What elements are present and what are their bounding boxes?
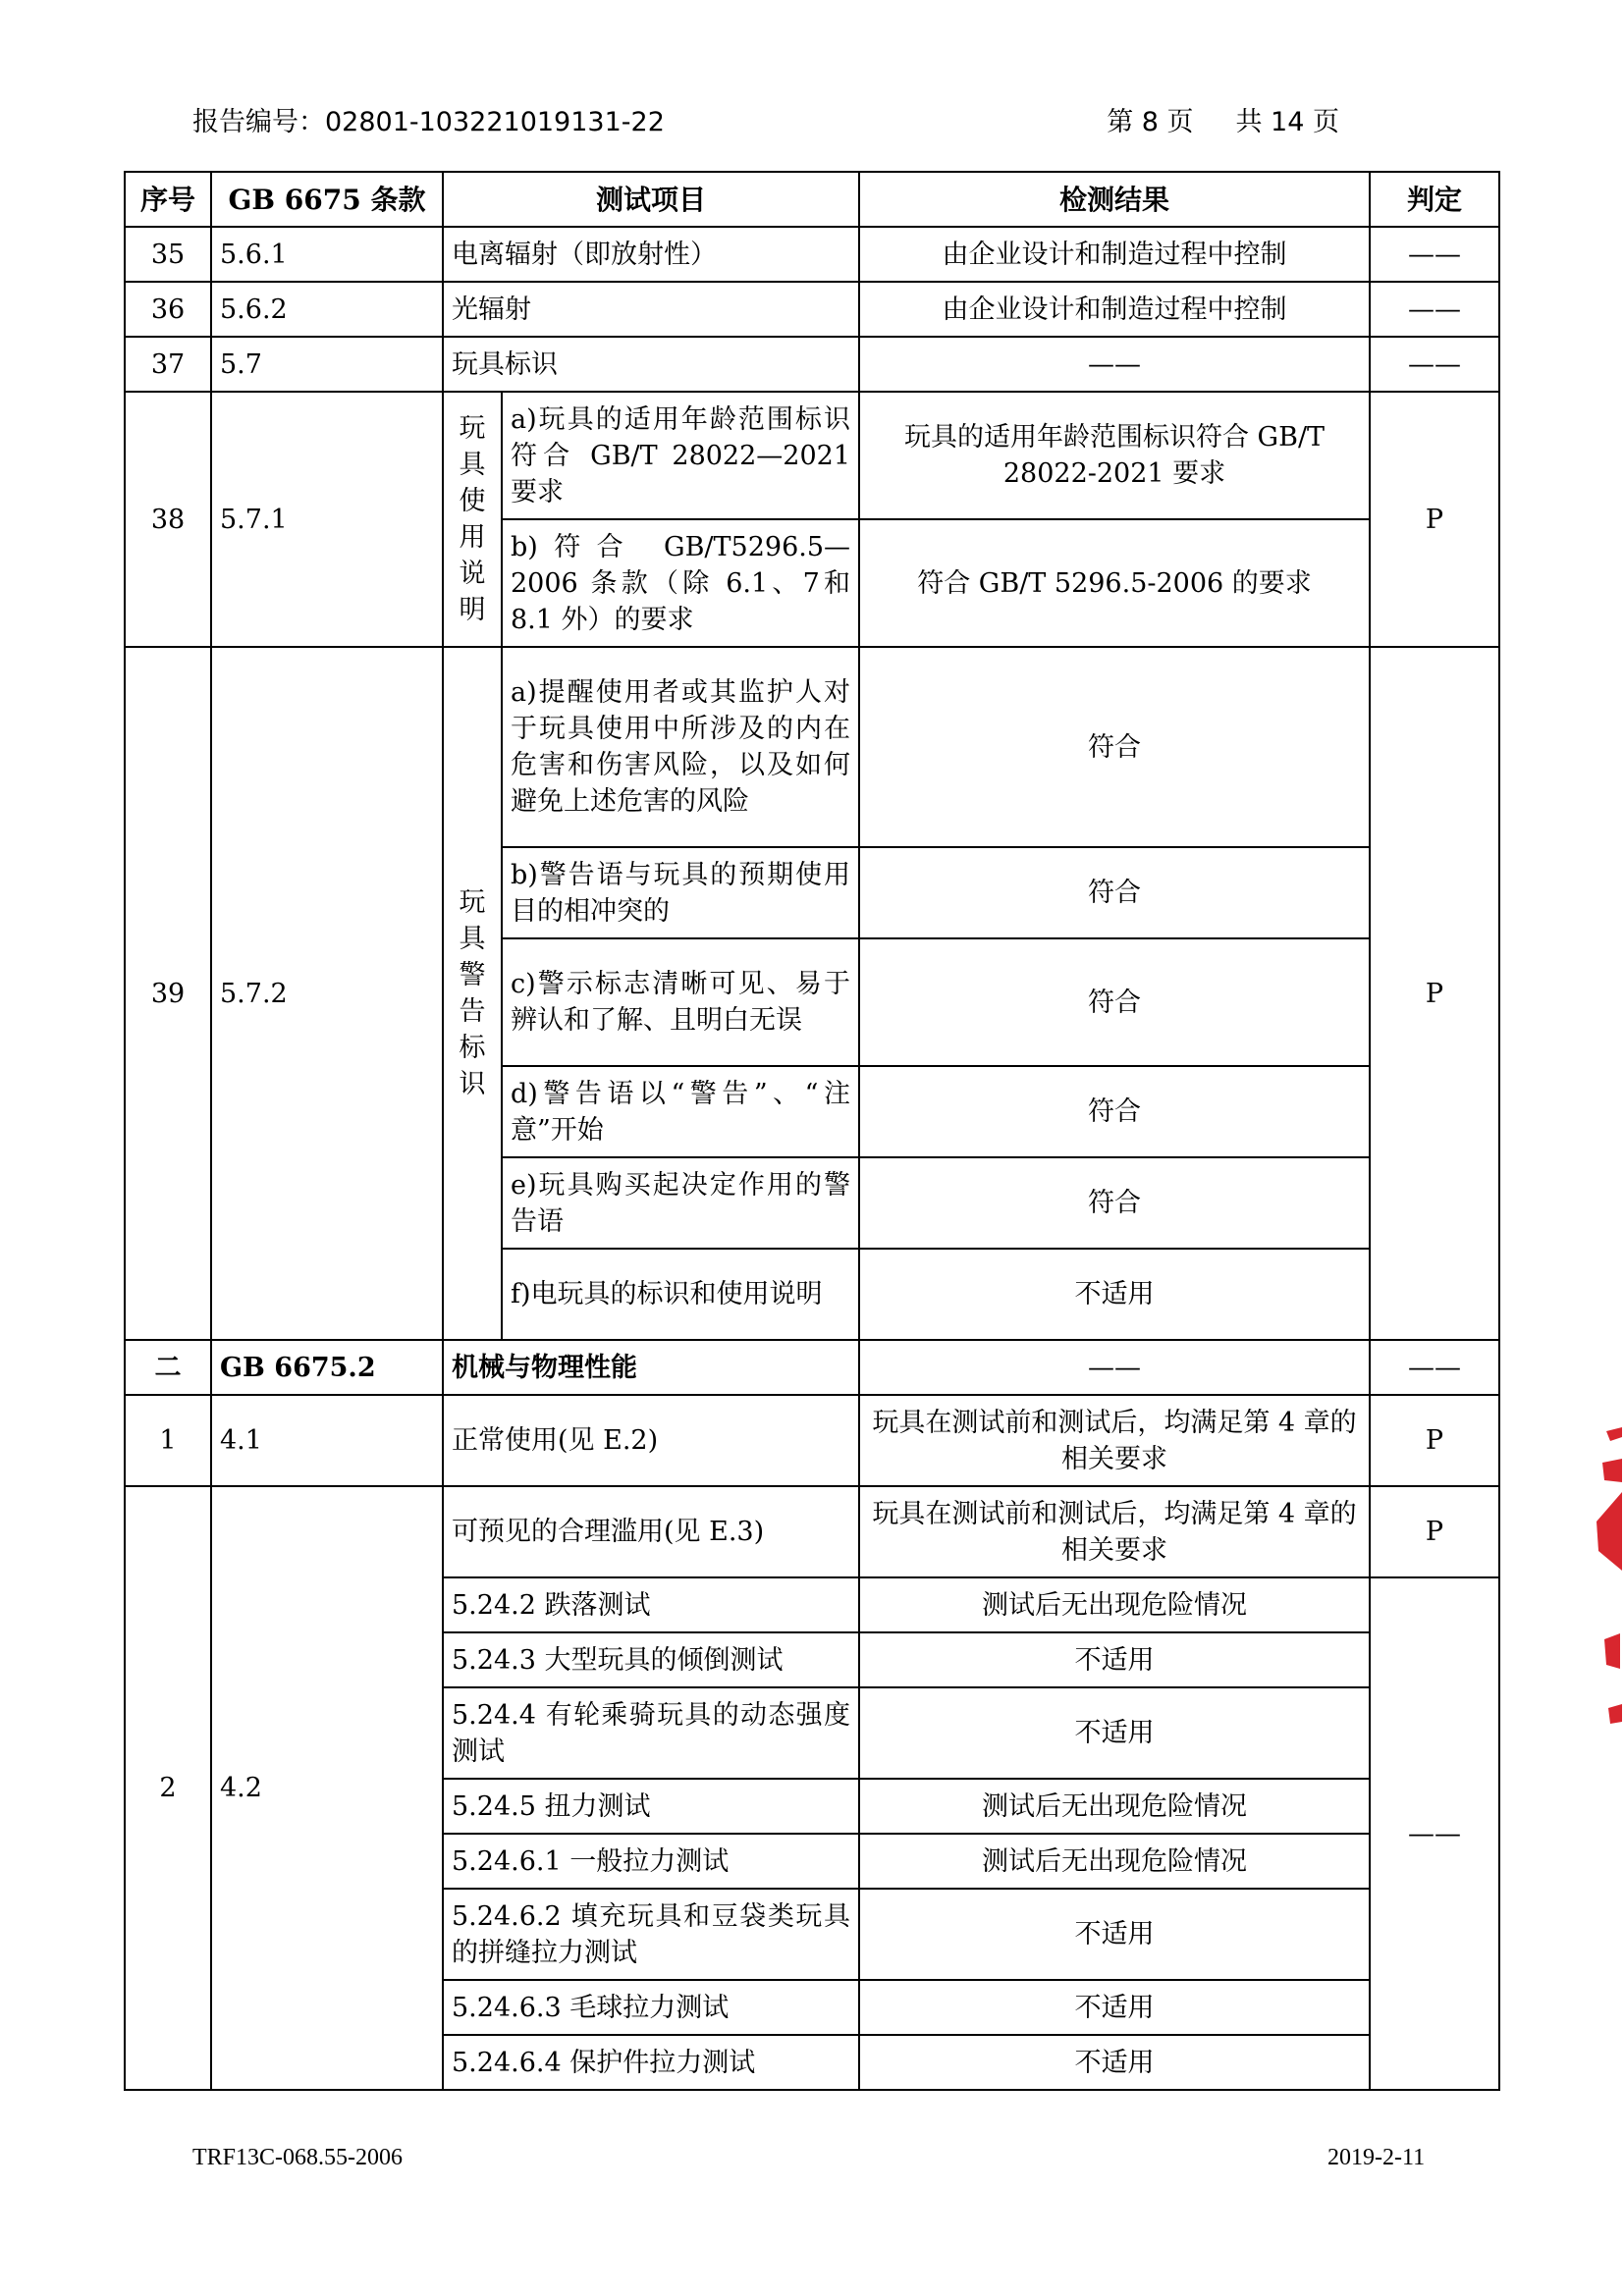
section-row [125,1340,1499,1395]
row-result: 符合 GB/T 5296.5-2006 的要求 [859,519,1370,647]
row-result: 玩具的适用年龄范围标识符合 GB/T 28022-2021 要求 [859,392,1370,519]
row-result: 不适用 [859,1889,1370,1980]
row-clause: 5.7.2 [211,647,443,1340]
row-result: 符合 [859,938,1370,1066]
row-item: d)警告语以“警告”、“注意”开始 [502,1066,859,1157]
section-clause: GB 6675.2 [211,1340,443,1395]
report-number-label: 报告编号： [192,107,325,137]
table-row [125,647,1499,847]
section-result: —— [859,1340,1370,1395]
row-result: 测试后无出现危险情况 [859,1779,1370,1834]
row-verdict: —— [1370,282,1499,337]
row-item: 正常使用(见 E.2) [443,1395,859,1486]
header-no: 序号 [125,172,211,227]
row-result: 不适用 [859,1632,1370,1687]
page-number: 第 8 页 [1107,107,1194,137]
row-group-text: 玩具使用说明 [459,413,486,625]
table-row [125,282,1499,337]
table-row [125,1486,1499,1577]
row-item: 5.24.6.2 填充玩具和豆袋类玩具的拼缝拉力测试 [443,1889,859,1980]
report-number-value: 02801-103221019131-22 [325,107,665,137]
row-no: 35 [125,227,211,282]
row-clause: 5.6.1 [211,227,443,282]
row-result: 不适用 [859,1980,1370,2035]
row-no: 1 [125,1395,211,1486]
row-verdict: P [1370,647,1499,1340]
row-result: —— [859,337,1370,392]
footer-date: 2019-2-11 [1327,2145,1426,2170]
row-result: 由企业设计和制造过程中控制 [859,282,1370,337]
page-total: 共 14 页 [1235,107,1339,137]
row-item: b)符合 GB/T5296.5—2006 条款（除 6.1、7和 8.1 外）的要求 [502,519,859,647]
row-item: 可预见的合理滥用(见 E.3) [443,1486,859,1577]
row-item: 电离辐射（即放射性） [443,227,859,282]
row-result: 符合 [859,1066,1370,1157]
row-result: 玩具在测试前和测试后，均满足第 4 章的相关要求 [859,1486,1370,1577]
row-item: 5.24.6.4 保护件拉力测试 [443,2035,859,2090]
test-results-table [124,171,1500,2091]
row-group-text: 玩具警告标识 [459,887,486,1099]
row-item: c)警示标志清晰可见、易于辨认和了解、且明白无误 [502,938,859,1066]
report-number [192,100,665,138]
stamp-fragment [1604,1633,1620,1669]
stamp-fragment [1606,1427,1622,1441]
row-item: b)警告语与玩具的预期使用目的相冲突的 [502,847,859,938]
row-item: 5.24.6.3 毛球拉力测试 [443,1980,859,2035]
section-verdict: —— [1370,1340,1499,1395]
row-clause: 5.7 [211,337,443,392]
row-verdict: P [1370,1395,1499,1486]
table-row [125,337,1499,392]
page-header [192,100,1339,139]
footer-form-number: TRF13C-068.55-2006 [192,2145,404,2170]
row-no: 38 [125,392,211,647]
header-item: 测试项目 [443,172,859,227]
row-item: a)玩具的适用年龄范围标识符合 GB/T 28022—2021 要求 [502,392,859,519]
row-verdict: —— [1370,227,1499,282]
row-item: 5.24.4 有轮乘骑玩具的动态强度测试 [443,1687,859,1779]
table-row [125,227,1499,282]
row-no: 2 [125,1486,211,2090]
row-item: 光辐射 [443,282,859,337]
row-result: 不适用 [859,1687,1370,1779]
row-item: 5.24.6.1 一般拉力测试 [443,1834,859,1889]
row-clause: 4.1 [211,1395,443,1486]
stamp-fragment [1602,1459,1622,1482]
row-clause: 4.2 [211,1486,443,2090]
row-item: 5.24.5 扭力测试 [443,1779,859,1834]
row-no: 37 [125,337,211,392]
row-item: e)玩具购买起决定作用的警告语 [502,1157,859,1249]
row-result: 由企业设计和制造过程中控制 [859,227,1370,282]
row-clause: 5.7.1 [211,392,443,647]
row-no: 36 [125,282,211,337]
row-group-label [443,647,502,1340]
row-result: 测试后无出现危险情况 [859,1834,1370,1889]
row-result: 符合 [859,847,1370,938]
table-row [125,392,1499,519]
row-result: 符合 [859,647,1370,847]
row-result: 不适用 [859,2035,1370,2090]
row-item: f)电玩具的标识和使用说明 [502,1249,859,1340]
seal-stamp-edge [1593,1423,1624,1757]
row-item: 5.24.3 大型玩具的倾倒测试 [443,1632,859,1687]
stamp-fragment [1608,1704,1622,1724]
page-indicator [1107,100,1339,138]
row-verdict: —— [1370,1577,1499,2090]
row-item: 5.24.2 跌落测试 [443,1577,859,1632]
row-result: 符合 [859,1157,1370,1249]
row-result: 玩具在测试前和测试后，均满足第 4 章的相关要求 [859,1395,1370,1486]
row-verdict: P [1370,1486,1499,1577]
row-no: 39 [125,647,211,1340]
row-clause: 5.6.2 [211,282,443,337]
header-result: 检测结果 [859,172,1370,227]
row-item: 玩具标识 [443,337,859,392]
section-no: 二 [125,1340,211,1395]
header-clause: GB 6675 条款 [211,172,443,227]
table-header-row [125,172,1499,227]
row-result: 不适用 [859,1249,1370,1340]
row-verdict: —— [1370,337,1499,392]
row-result: 测试后无出现危险情况 [859,1577,1370,1632]
row-verdict: P [1370,392,1499,647]
table-row [125,1395,1499,1486]
row-item: a)提醒使用者或其监护人对于玩具使用中所涉及的内在危害和伤害风险，以及如何避免上述危害的风险 [502,647,859,847]
section-title: 机械与物理性能 [443,1340,859,1395]
row-group-label [443,392,502,647]
header-verdict: 判定 [1370,172,1499,227]
stamp-fragment [1597,1492,1622,1571]
